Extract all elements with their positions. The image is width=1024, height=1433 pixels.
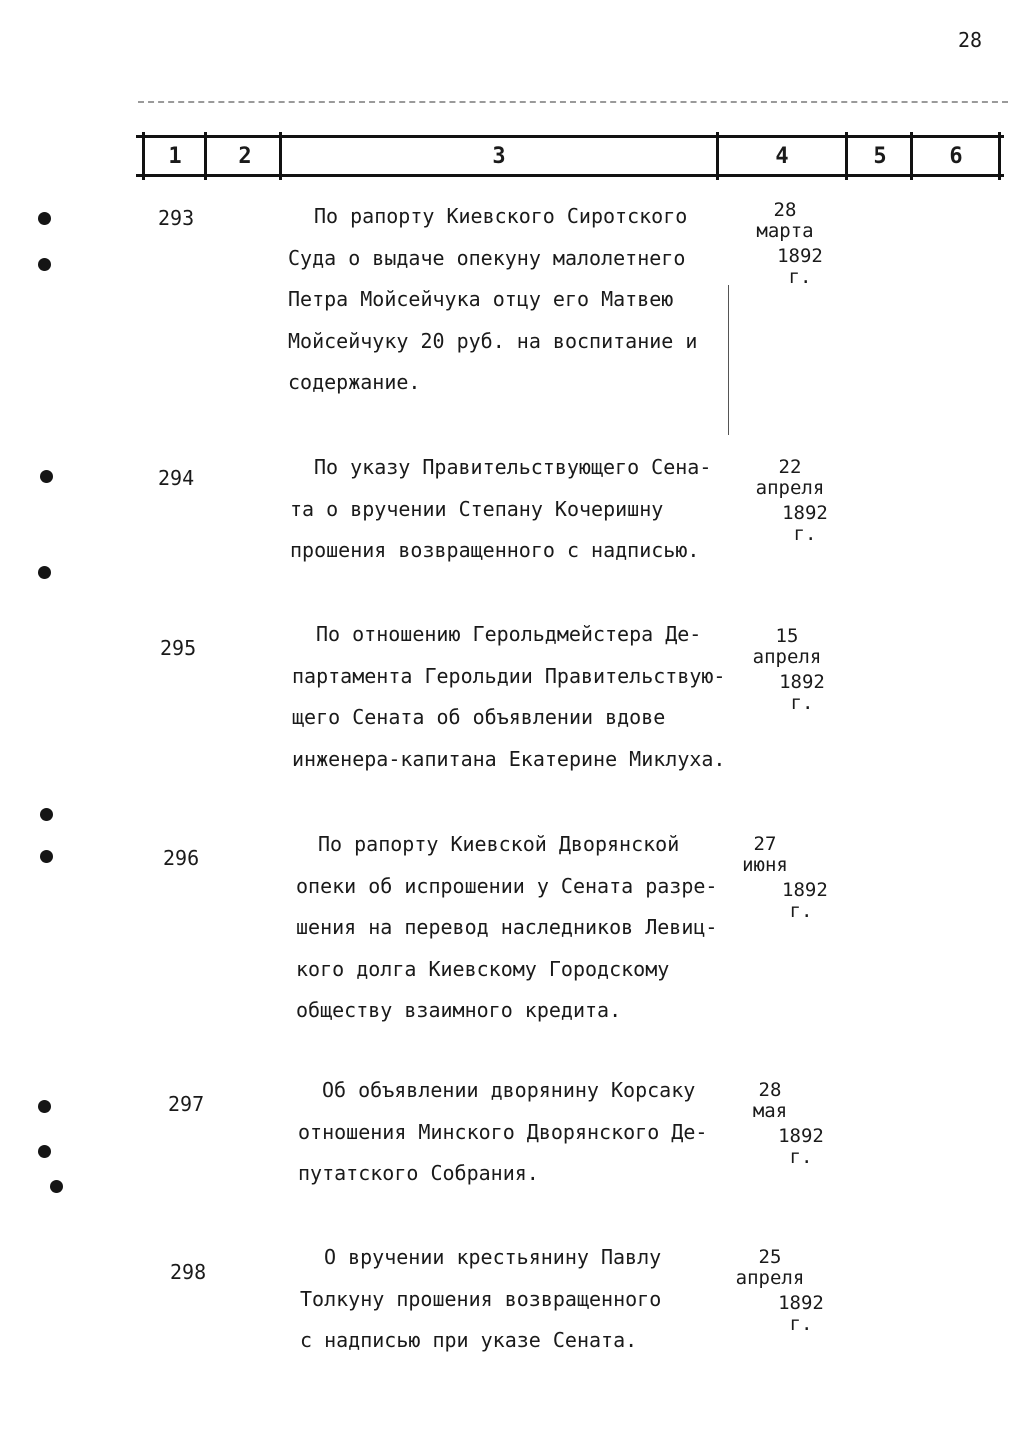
entry-date <box>735 457 845 545</box>
entry-text-line: инженера-капитана Екатерине Миклуха. <box>292 746 726 771</box>
entry-number: 296 <box>163 846 200 870</box>
dotted-rule <box>138 101 1008 103</box>
entry-text <box>300 1237 661 1362</box>
punch-hole <box>50 1180 63 1193</box>
entry-text-line: Толкуну прошения возвращенного <box>300 1286 662 1311</box>
entry-number: 293 <box>158 206 195 230</box>
entry-text-line: кого долга Киевскому Городскому <box>296 956 670 981</box>
entry-text-line: путатского Собрания. <box>298 1161 539 1185</box>
entry-text-line: отношения Минского Дворянского Де- <box>298 1119 708 1144</box>
date-day: 28 <box>758 1079 782 1101</box>
entry-text-line: О вручении крестьянину Павлу <box>324 1245 662 1269</box>
date-rule <box>728 285 729 435</box>
date-day: 28 <box>773 199 797 221</box>
entry-text <box>298 1070 707 1195</box>
entry-text-line: По отношению Герольдмейстера Де- <box>316 622 702 646</box>
entry-text <box>296 824 717 1032</box>
header-col-5: 5 <box>873 143 887 169</box>
entry-number: 295 <box>160 636 197 660</box>
date-day: 25 <box>758 1246 782 1268</box>
entry-text-line: содержание. <box>288 370 421 394</box>
header-separator <box>998 132 1001 180</box>
entry-date <box>715 1080 825 1168</box>
entry-number: 298 <box>170 1260 207 1284</box>
date-month: марта <box>756 220 814 242</box>
date-month: апреля <box>735 1267 805 1289</box>
date-day: 27 <box>753 833 777 855</box>
punch-hole <box>38 212 51 225</box>
entry-text-line: обществу взаимного кредита. <box>296 998 622 1022</box>
date-year: 1892 г. <box>779 671 825 714</box>
header-col-3: 3 <box>492 143 506 169</box>
entry-number: 294 <box>158 466 195 490</box>
date-day: 22 <box>778 456 802 478</box>
date-month: апреля <box>755 477 825 499</box>
entry-text-line: с надписью при указе Сената. <box>300 1328 638 1352</box>
header-col-2: 2 <box>238 143 252 169</box>
entry-text <box>288 196 697 404</box>
entry-text-line: партамента Герольдии Правительствую- <box>292 663 726 688</box>
punch-hole <box>38 1100 51 1113</box>
entry-text-line: та о вручении Степану Кочеришну <box>290 496 664 521</box>
entry-text-line: опеки об испрошении у Сената разре- <box>296 873 718 898</box>
header-col-1: 1 <box>168 143 182 169</box>
punch-hole <box>40 470 53 483</box>
punch-hole <box>38 258 51 271</box>
date-day: 15 <box>775 625 799 647</box>
date-month: мая <box>752 1100 788 1122</box>
entry-text-line: Петра Мойсейчука отцу его Матвею <box>288 287 674 311</box>
date-year: 1892 г. <box>778 1292 824 1335</box>
entry-text-line: По рапорту Киевской Дворянской <box>318 832 680 856</box>
header-col-4: 4 <box>775 143 789 169</box>
punch-hole <box>38 566 51 579</box>
entry-text-line: По рапорту Киевского Сиротского <box>314 204 688 228</box>
entry-text-line: шения на перевод наследников Левиц- <box>296 915 718 939</box>
entry-text-line: Об объявлении дворянину Корсаку <box>322 1078 696 1102</box>
date-year: 1892 г. <box>778 1125 824 1168</box>
date-year: 1892 г. <box>777 245 823 288</box>
entry-text <box>290 447 711 572</box>
entry-date <box>732 626 842 714</box>
punch-hole <box>40 808 53 821</box>
entry-text-line: По указу Правительствующего Сена- <box>314 455 712 479</box>
table-header <box>136 135 1004 177</box>
entry-text-line: прошения возвращенного с надписью. <box>290 538 700 562</box>
entry-date <box>710 833 828 922</box>
page-number: 28 <box>958 28 983 52</box>
entry-number: 297 <box>168 1092 205 1116</box>
date-month: июня <box>742 854 788 876</box>
entry-text <box>292 614 725 780</box>
entry-date <box>730 200 840 288</box>
entry-date <box>715 1247 825 1335</box>
entry-text-line: щего Сената об объявлении вдове <box>292 705 666 729</box>
date-year: 1892 г. <box>782 879 828 922</box>
entry-text-line: Мойсейчуку 20 руб. на воспитание и <box>288 328 698 353</box>
punch-hole <box>40 850 53 863</box>
punch-hole <box>38 1145 51 1158</box>
header-col-6: 6 <box>949 143 963 169</box>
date-year: 1892 г. <box>782 502 828 545</box>
entry-text-line: Суда о выдаче опекуну малолетнего <box>288 245 686 270</box>
date-month: апреля <box>752 646 822 668</box>
